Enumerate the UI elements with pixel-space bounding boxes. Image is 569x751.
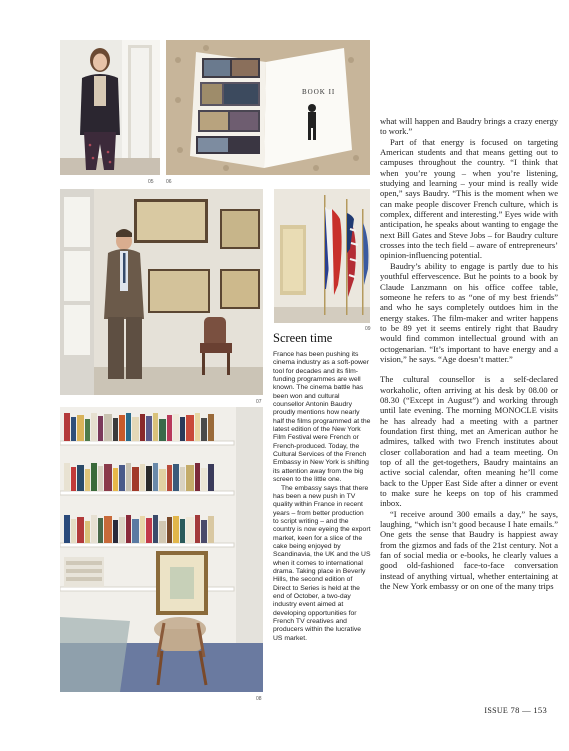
article-paragraph: The cultural counsellor is a self-declared workaholic, often arriving at his desk by 08.00 or 08.30 (“Except in August”) and working through until late evening. The morning MONOCLE visits he has already had a meeting with a partner foundation first thing, met an American author he admires, talked with two French institutes about closer collaboration and had a team meeting. On top of all the get-togethers, Baudry maintains an active social calendar, often meaning he’ll come back to the Upper East Side after a dinner or event to make sure he keeps on top of his crammed inbox. xyxy=(380,374,558,509)
footer-separator: — xyxy=(522,705,531,715)
issue-label: ISSUE xyxy=(484,706,509,715)
article-paragraph: “I receive around 300 emails a day,” he says, laughing, “which isn’t good because I hate emails.” One gets the sense that Baudry is happiest away from the gizmos and fads of the 21st century. Not a fan of social media or e-books, he clearly values a good old-fashioned face-to-face conversation instead of anything virtual, whether entertaining at the New York embassy or on one of the many trips xyxy=(380,508,558,592)
page-number: 153 xyxy=(533,705,547,715)
article-paragraph: what will happen and Baudry brings a crazy energy to work.” xyxy=(380,116,558,137)
article-paragraph: Part of that energy is focused on targeting American students and that means getting out to campuses throughout the country. “I think that when you’re young – when you’re listening, studying and learning – your mind is really wide open,” says Baudry. “This is the moment when we can make people discover French culture, which is complex, different and interesting.” Eyes wide with anticipation, he speaks about wanting to engage the next Bill Gates and Steve Jobs – for Baudry culture crosses into the tech field – aware of entrepreneurs’ opinion-influencing potential. xyxy=(380,136,558,261)
photo-caption-09: 09 xyxy=(365,326,371,332)
photo-caption-07: 07 xyxy=(256,399,262,405)
photo-caption-06: 06 xyxy=(166,179,172,185)
sidebar-body xyxy=(273,351,371,643)
article-column xyxy=(380,116,558,591)
issue-number: 78 xyxy=(510,705,520,715)
sidebar-paragraph: The embassy says that there has been a new push in TV quality within France in recent years – from better production to script writing – and the country is now eyeing the export market, keen for a slice of the cake being enjoyed by Scandinavia, the UK and the US when it comes to international drama. Taking place in Beverly Hills, the second edition of Direct to Series is held at the end of October, a two-day industry event aimed at developing opportunities for French TV creatives and producers within the lucrative US market. xyxy=(273,484,371,642)
photo-woman-portrait xyxy=(60,40,160,175)
sidebar-title: Screen time xyxy=(273,331,333,345)
bookshelf-illustration xyxy=(60,407,263,692)
woman-portrait-illustration xyxy=(60,40,160,175)
photo-caption-05: 05 xyxy=(148,179,154,185)
photo-man-office xyxy=(60,189,263,395)
photo-caption-08: 08 xyxy=(256,696,262,702)
photo-flags xyxy=(274,189,370,323)
page-footer xyxy=(484,705,547,715)
office-illustration xyxy=(60,189,263,395)
article-paragraph: Baudry’s ability to engage is partly due to his youthful effervescence. But he points to a book by Claude Lanzmann on his office coffee table, someone he refers to as “one of my best friends” and who he says completely outdoes him in the energy stakes. The film-maker and writer happens to be 89 yet it seems entirely right that Baudry would find common intellectual ground with an octogenarian. “It’s important to have energy and a vision,” he says. “Age doesn’t matter.” xyxy=(380,260,558,364)
photo-bookshelf-chair xyxy=(60,407,263,692)
open-book-illustration xyxy=(166,40,370,175)
flags-illustration xyxy=(274,189,370,323)
sidebar-paragraph: France has been pushing its cinema industry as a soft-power tool for decades and its film-funding programmes are well known. The cinema battle has been won and cultural counsellor Antonin Baudry proudly mentions how nearly half the films programmed at the latest edition of the New York Film Festival were French or French-produced. Today, the Cultural Services of the French Embassy in New York is shifting its attention away from the big screen to the little one. xyxy=(273,351,371,484)
book-label: BOOK II xyxy=(302,88,336,96)
photo-book-open xyxy=(166,40,370,175)
